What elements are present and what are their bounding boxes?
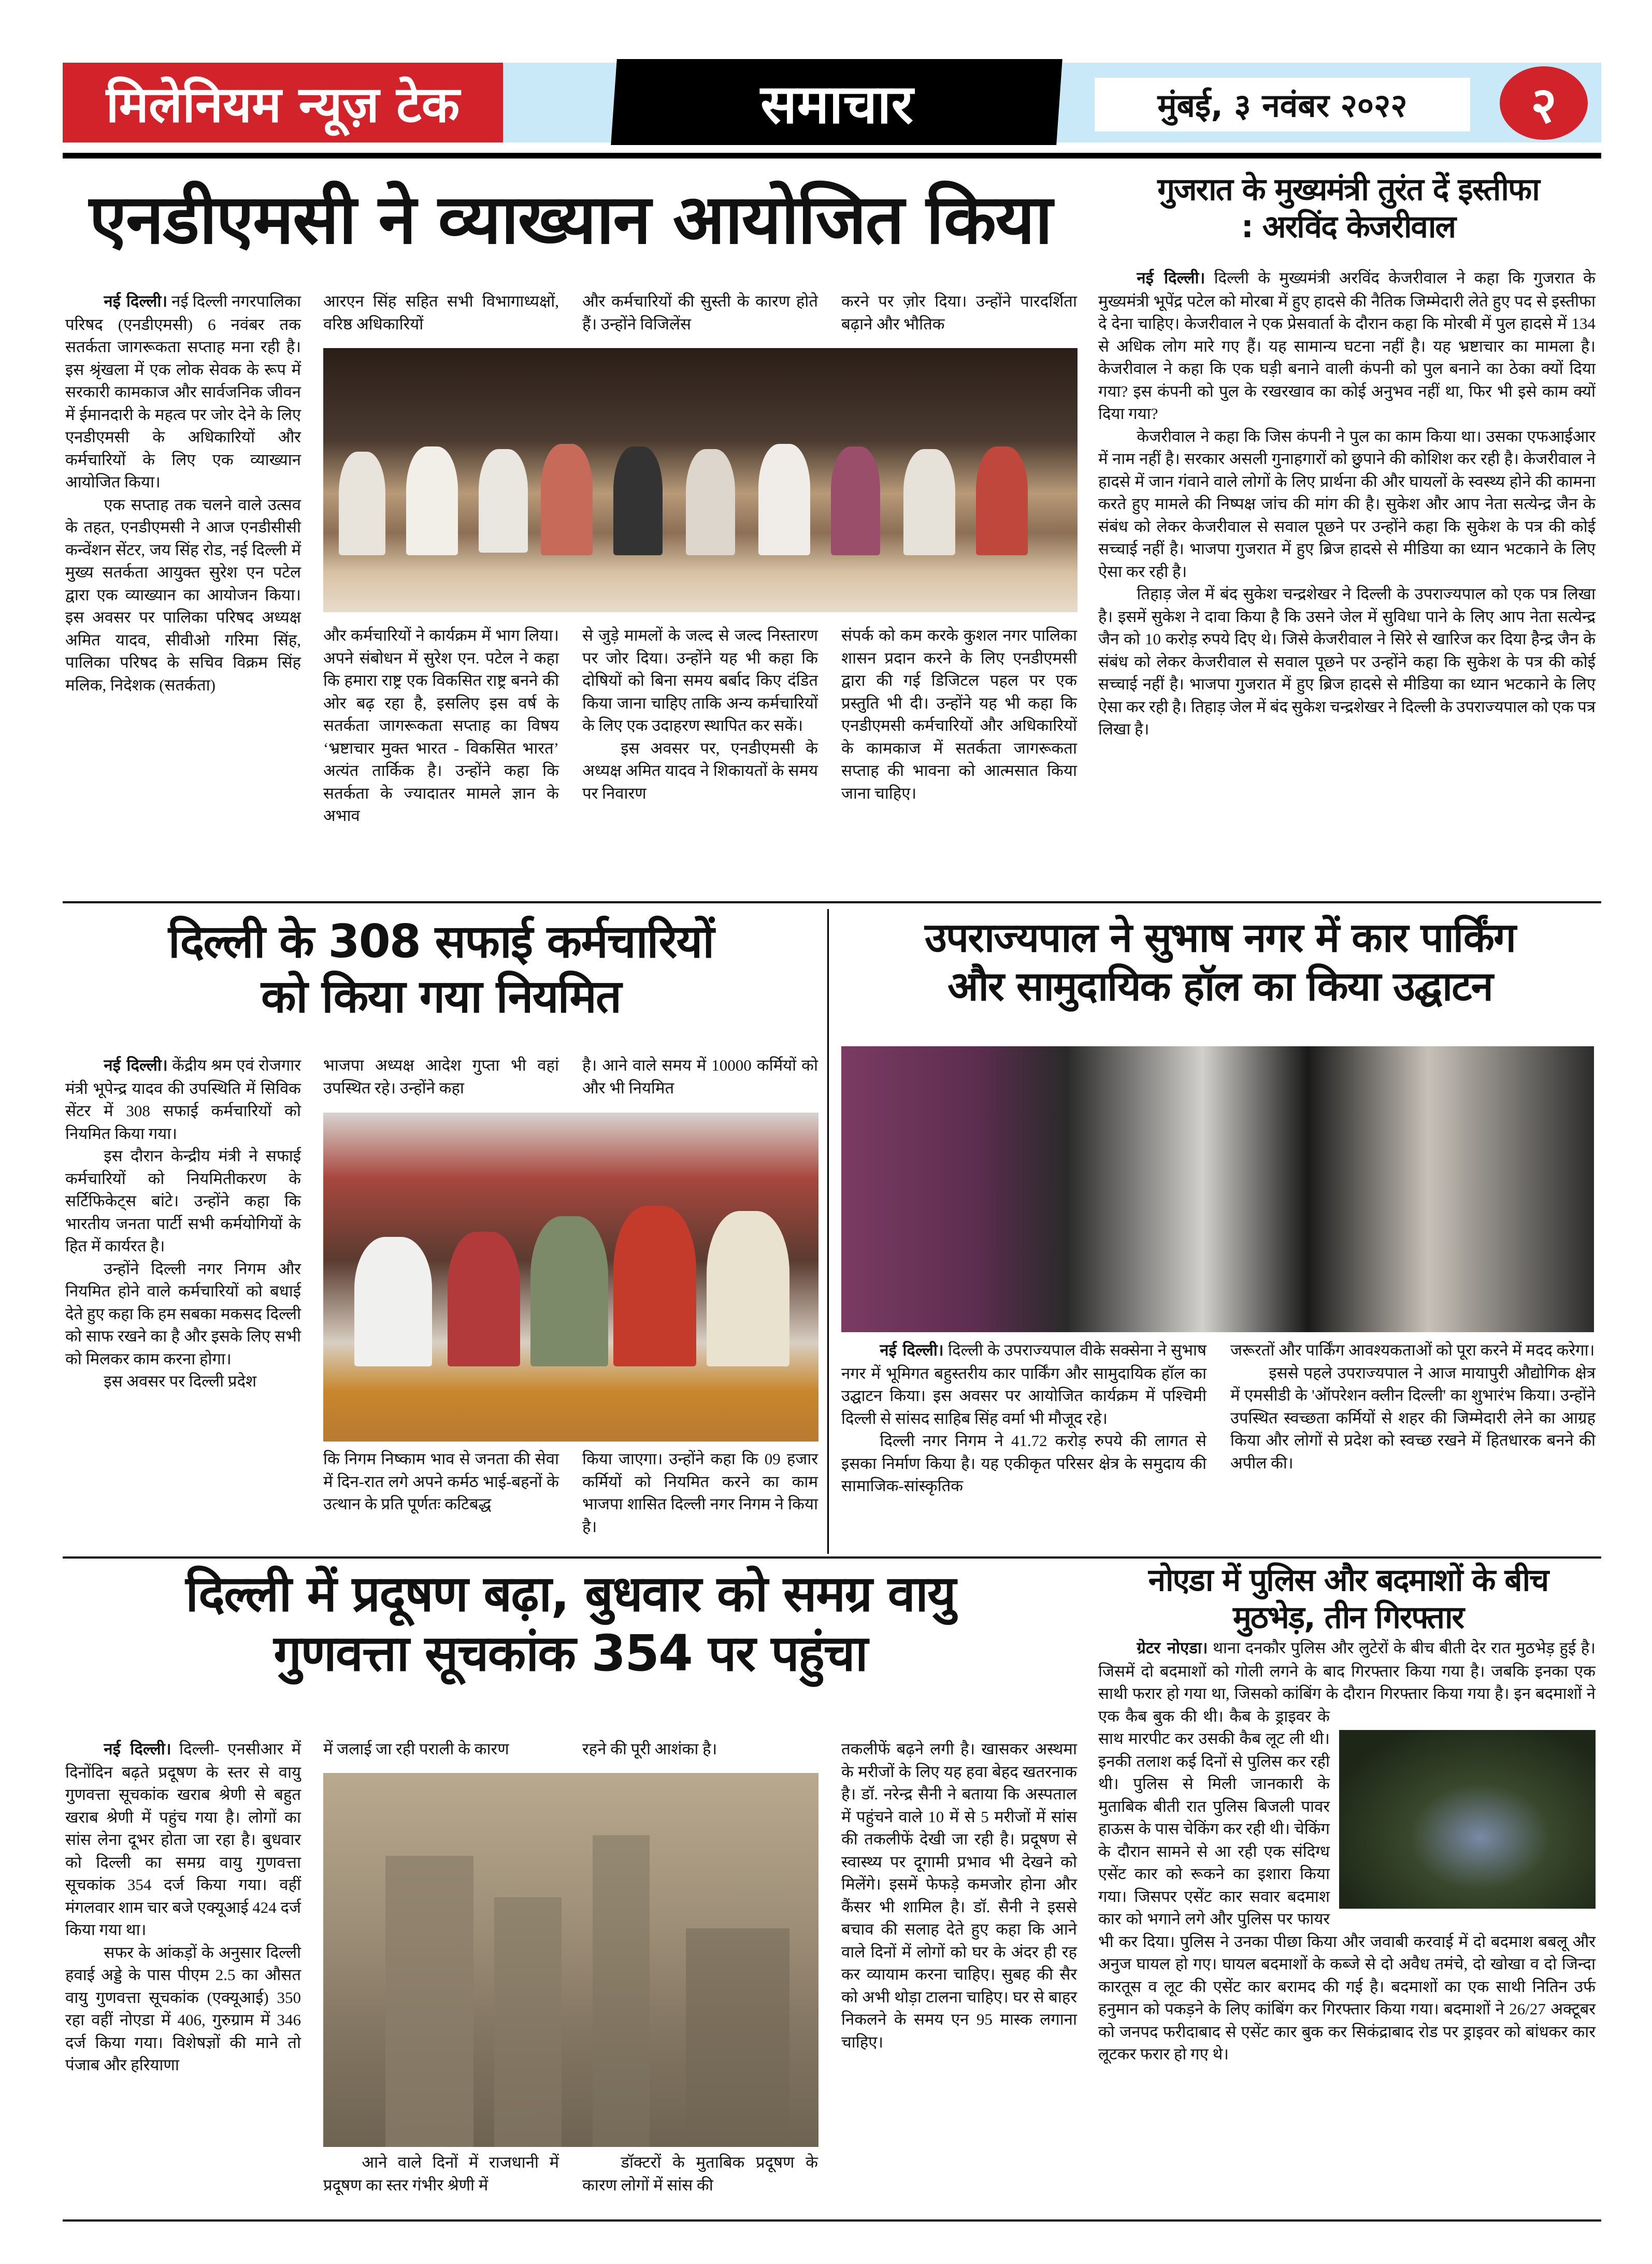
paragraph: उन्होंने दिल्ली नगर निगम और नियमित होने वाले कर्मचारियों को बधाई देते हुए कहा कि हम सबका मकसद दिल्ली को साफ रखने का है और इसके लिए सभी को मिलकर काम करना होगा। <box>65 1259 301 1368</box>
pollution-col-2-top <box>323 1738 559 1761</box>
headline-line: गुणवत्ता सूचकांक 354 पर पहुंचा <box>274 1624 867 1683</box>
headline-noida <box>1096 1562 1601 1636</box>
paragraph: तकलीफें बढ़ने लगी है। खासकर अस्थमा के मरीजों के लिए यह हवा बेहद खतरनाक है। डॉ. नरेन्द्र सैनी ने बताया कि अस्पताल में पहुंचने वाले 10 में से 5 मरीजों में सांस की तकलीफें देखी जा रही है। प्रदूषण से स्वास्थ्य पर दूगामी प्रभाव भी देखने को मिलेंगे। इसमें फेफड़े कमजोर होना और कैंसर भी शामिल है। डॉ. सैनी ने इससे बचाव की सलाह देते हुए कहा कि आने वाले दिनों में लोगों को घर के अंदर ही रह कर व्यायाम करना चाहिए। सुबह की सैर को अभी थोड़ा टालना चाहिए। घर से बाहर निकलने के समय एन 95 मास्क लगाना चाहिए। <box>841 1740 1077 2051</box>
paragraph: केंद्रीय श्रम एवं रोजगार मंत्री भूपेन्द्र यादव की उपस्थिति में सिविक सेंटर में 308 सफाई कर्मचारियों को नियमित किया गया। <box>65 1056 301 1143</box>
masthead-rule <box>63 153 1601 158</box>
lg-col-1 <box>841 1339 1206 1497</box>
ndmc-col-2-top <box>323 290 559 335</box>
paper-logo <box>63 63 503 142</box>
ndmc-col-1 <box>65 290 301 696</box>
headline-line: दिल्ली में प्रदूषण बढ़ा, बुधवार को समग्र वायु <box>185 1565 955 1623</box>
paragraph: दिल्ली नगर निगम ने 41.72 करोड़ रुपये की लागत से इसका निर्माण किया है। यह एकीकृत परिसर क्षेत्र के समुदाय की सामाजिक-सांस्कृतिक <box>841 1432 1206 1495</box>
headline-line: गुजरात के मुख्यमंत्री तुरंत दें इस्तीफा <box>1157 171 1539 208</box>
section-label-box <box>611 59 1062 145</box>
paragraph: और कर्मचारियों की सुस्ती के कारण होते हैं। उन्होंने विजिलेंस <box>582 292 818 333</box>
safai-col-3-top <box>582 1054 818 1099</box>
safai-col-3-bottom <box>582 1448 818 1538</box>
headline-line: उपराज्यपाल ने सुभाष नगर में कार पार्किंग <box>925 915 1515 961</box>
paragraph: करने पर ज़ोर दिया। उन्होंने पारदर्शिता बढ़ाने और भौतिक <box>841 292 1077 333</box>
headline-pollution <box>65 1564 1075 1683</box>
ndmc-col-4-top <box>841 290 1077 335</box>
dateline: नई दिल्ली। <box>880 1341 944 1360</box>
ndmc-col-2-bottom <box>323 624 559 827</box>
paragraph: इस अवसर पर, एनडीएमसी के अध्यक्ष अमित यादव ने शिकायतों के समय पर निवारण <box>582 739 818 802</box>
paragraph: जरूरतों और पार्किंग आवश्यकताओं को पूरा करने में मदद करेगा। <box>1230 1341 1595 1359</box>
safai-col-2-bottom <box>323 1448 559 1516</box>
encounter-photo <box>1339 1730 1596 1909</box>
paragraph: से जुड़े मामलों के जल्द से जल्द निस्तारण पर जोर दिया। उन्होंने यह भी कहा कि दोषियों को बिना समय बर्बाद किए दंडित किया जाना चाहिए ताकि अन्य कर्मचारियों के लिए एक उदाहरण स्थापित कर सकें। <box>582 626 818 734</box>
paragraph: इससे पहले उपराज्यपाल ने आज मायापुरी औद्योगिक क्षेत्र में एमसीडी के 'ऑपरेशन क्लीन दिल्ली' का शुभारंभ किया। उन्होंने उपस्थित स्वच्छता कर्मियों से शहर की जिम्मेदारी लेने का आग्रह किया और लोगों से प्रदेश को स्वच्छ रखने में हितधारक बनने की अपील की। <box>1230 1363 1596 1472</box>
ndmc-col-3-bottom <box>582 624 818 804</box>
ndmc-event-photo <box>323 348 1078 612</box>
paragraph: तिहाड़ जेल में बंद सुकेश चन्द्रशेखर ने दिल्ली के उपराज्यपाल को एक पत्र लिखा है। इसमें सुकेश ने दावा किया है कि उसने जेल में सुविधा पाने के लिए आप नेता सत्येन्द्र जैन को 10 करोड़ रुपये दिए थे। जिसे केजरीवाल ने सिरे से खारिज कर दिया हैेन्द्र जैन के संबंध को लेकर केजरीवाल से सवाल पूछने पर उन्होंने कहा कि सुकेश के पत्र की कोई सच्चाई नहीं है। भाजपा गुजरात में हुए ब्रिज हादसे से मीडिया का ध्यान भटकाने के लिए ऐसा कर रही है। तिहाड़ जेल में बंद सुकेश चन्द्रशेखर ने दिल्ली के उपराज्यपाल को एक पत्र लिखा है। <box>1098 585 1596 738</box>
headline-line: और सामुदायिक हॉल का किया उद्घाटन <box>947 963 1492 1010</box>
paragraph: है। आने वाले समय में 10000 कर्मियों को और भी नियमित <box>582 1056 818 1097</box>
pollution-col-3-bottom <box>582 2151 818 2196</box>
paragraph: भाजपा अध्यक्ष आदेश गुप्ता भी वहां उपस्थित रहे। उन्होंने कहा <box>323 1056 559 1097</box>
paragraph: रहने की पूरी आशंका है। <box>582 1740 717 1758</box>
headline-line: नोएडा में पुलिस और बदमाशों के बीच <box>1148 1562 1548 1598</box>
headline-line: को किया गया नियमित <box>261 969 621 1023</box>
paragraph: में जलाई जा रही पराली के कारण <box>323 1740 509 1758</box>
bottom-rule <box>63 2219 1601 2222</box>
smog-city-photo <box>323 1773 818 2147</box>
paragraph: और कर्मचारियों ने कार्यक्रम में भाग लिया। अपने संबोधन में सुरेश एन. पटेल ने कहा कि हमारा राष्ट्र एक विकसित राष्ट्र बनने की ओर बढ़ रहा है, इसलिए इस वर्ष के सतर्कता जागरूकता सप्ताह का विषय ‘भ्रष्टाचार मुक्त भारत - विकसित भारत’ अत्यंत तार्किक है। उन्होंने कहा कि सतर्कता के ज्यादातर मामले ज्ञान के अभाव <box>323 626 559 825</box>
paragraph: दिल्ली के उपराज्यपाल वीके सक्सेना ने सुभाष नगर में भूमिगत बहुस्तरीय कार पार्किंग और सामुदायिक हॉल का उद्घाटन किया। इस अवसर पर आयोजित कार्यक्रम में पश्चिमी दिल्ली से सांसद साहिब सिंह वर्मा भी मौजूद रहे। <box>841 1341 1207 1427</box>
page-number: २ <box>1531 76 1557 134</box>
headline-lg <box>839 914 1601 1011</box>
dateline: नई दिल्ली। <box>104 1740 171 1758</box>
paragraph: केजरीवाल ने कहा कि जिस कंपनी ने पुल का काम किया था। उसका एफआईआर में नाम नहीं है। सरकार असली गुनाहगारों को छुपाने की कोशिश कर रही है। केजरीवाल ने हादसे में जान गंवाने वाले लोगों के लिए प्रार्थना की और घायलों के स्वस्थ्य होने की कामना करते हुए मामले की निष्पक्ष जांच की मांग की है। सुकेश और आप नेता सत्येन्द्र जैन के संबंध को लेकर केजरीवाल से सवाल पूछने पर उन्होंने कहा कि सुकेश के पत्र की कोई सच्चाई नहीं है। भाजपा गुजरात में हुए ब्रिज हादसे से मीडिया का ध्यान भटकाने के लिए ऐसा कर रही है। <box>1098 427 1596 581</box>
pollution-col-1 <box>65 1738 301 2076</box>
safai-event-photo <box>323 1113 818 1441</box>
paragraph: डॉक्टरों के मुताबिक प्रदूषण के कारण लोगों में सांस की <box>582 2153 818 2194</box>
lg-col-2 <box>1230 1339 1596 1474</box>
headline-line: दिल्ली के 308 सफाई कर्मचारियों <box>168 915 714 968</box>
paragraph: किया जाएगा। उन्होंने कहा कि 09 हजार कर्मियों को नियमित करने का काम भाजपा शासित दिल्ली नगर निगम ने किया है। <box>582 1450 818 1536</box>
safai-col-2-top <box>323 1054 559 1099</box>
dateline: नई दिल्ली। <box>104 292 168 311</box>
ndmc-col-4-bottom <box>841 624 1077 804</box>
section-rule <box>63 901 1601 903</box>
paragraph: संपर्क को कम करके कुशल नगर पालिका शासन प्रदान करने के लिए एनडीएमसी द्वारा की गई डिजिटल पहल पर एक प्रस्तुति भी दी। उन्होंने यह भी कहा कि एनडीएमसी कर्मचारियों और अधिकारियों के कामकाज में सतर्कता जागरूकता सप्ताह की भावना को आत्मसात किया जाना चाहिए। <box>841 626 1077 802</box>
headline-line: : अरविंद केजरीवाल <box>1241 209 1456 245</box>
dateline: नई दिल्ली। <box>104 1056 168 1075</box>
paragraph: एक सप्ताह तक चलने वाले उत्सव के तहत, एनडीएमसी ने आज एनडीसीसी कन्वेंशन सेंटर, जय सिंह रोड, नई दिल्ली में मुख्य सतर्कता आयुक्त सुरेश एन पटेल द्वारा एक व्याख्यान का आयोजन किया। इस अवसर पर पालिका परिषद अध्यक्ष अमित यादव, सीवीओ गरिमा सिंह, पालिका परिषद के सचिव विक्रम सिंह मलिक, निदेशक (सतर्कता) <box>65 495 301 694</box>
paragraph: कि निगम निष्काम भाव से जनता की सेवा में दिन-रात लगे अपने कर्मठ भाई-बहनों के उत्थान के प्रति पूर्णतः कटिबद्ध <box>323 1450 559 1513</box>
headline-ndmc: एनडीएमसी ने व्याख्यान आयोजित किया <box>89 180 1052 259</box>
dateline: नई दिल्ली। <box>1137 269 1205 287</box>
pollution-col-3-top <box>582 1738 818 1761</box>
noida-body <box>1098 1637 1596 2066</box>
paragraph: आने वाले दिनों में राजधानी में प्रदूषण का स्तर गंभीर श्रेणी में <box>323 2153 559 2194</box>
paragraph: इस अवसर पर दिल्ली प्रदेश <box>104 1372 257 1390</box>
page-number-badge <box>1500 66 1588 140</box>
ndmc-col-3-top <box>582 290 818 335</box>
column-divider <box>827 909 829 1554</box>
headline-kejriwal <box>1096 171 1601 246</box>
section-label: समाचार <box>760 72 913 136</box>
paragraph: इस दौरान केन्द्रीय मंत्री ने सफाई कर्मचारियों को नियमितीकरण के सर्टिफिकेट्स बांटे। उन्होंने कहा कि भारतीय जनता पार्टी सभी कर्मयोगियों के हित में कार्यरत है। <box>65 1147 301 1255</box>
issue-date: मुंबई, ३ नवंबर २०२२ <box>1157 86 1407 124</box>
paragraph: सफर के आंकड़ों के अनुसार दिल्ली हवाई अड्डे के पास पीएम 2.5 का औसत वायु गुणवत्ता सूचकांक (एक्यूआई) 350 रहा वहीं नोएडा में 406, गुरुग्राम में 346 दर्ज किया गया। विशेषज्ञों की माने तो पंजाब और हरियाणा <box>65 1943 301 2074</box>
paragraph: आरएन सिंह सहित सभी विभागाध्यक्षों, वरिष्ठ अधिकारियों <box>323 292 559 333</box>
pollution-col-4 <box>841 1738 1077 2053</box>
kejriwal-body <box>1098 267 1596 741</box>
dateline-box <box>1095 78 1470 132</box>
headline-safai <box>65 914 816 1023</box>
headline-line: मुठभेड़, तीन गिरफ्तार <box>1232 1599 1464 1636</box>
paragraph: थाना दनकौर पुलिस और लुटेरों के बीच बीती देर रात मुठभेड़ हुई है। जिसमें दो बदमाशों को गोली लगने के बाद गिरफ्तार किया गया है। जबकि इनका एक साथी फरार हो गया था, जिसको कांबिंग के दौरान गिरफ्तार किया गया है। इन बदमाशों ने एक कैब बुक की थी। कैब के ड्राइवर के साथ मारपीट कर उसकी कैब लूट ली थी। इनकी तलाश कई दिनों से पुलिस कर रही थी। पुलिस से मिली जानकारी के मुताबिक बीती रात पुलिस बिजली पावर हाऊस के पास चेकिंग कर रही थी। चेकिंग के दौरान सामने से आ रही एक संदिग्ध एसेंट कार को रूकने का इशारा किया गया। जिसपर एसेंट कार सवार बदमाश कार को भगाने लगे और पुलिस पर फायर भी कर दिया। पुलिस ने उनका पीछा किया और जवाबी करवाई में दो बदमाश बबलू और अनुज घायल हो गए। घायल बदमाशों के कब्जे से दो अवैध तमंचे, दो खोखा व दो जिन्दा कारतूस व लूट की एसेंट कार बरामद की गई है। बदमाशों का एक साथी नितिन उर्फ हनुमान को पकड़ने के लिए कांबिंग कर गिरफ्तार किया गया। बदमाशों ने 26/27 अक्टूबर को जनपद फरीदाबाद से एसेंट कार बुक कर सिकंद्राबाद रोड पर ड्राइवर को बांधकर कार लूटकर फरार हो गए थे। <box>1098 1639 1596 2063</box>
safai-col-1 <box>65 1054 301 1393</box>
paragraph: दिल्ली- एनसीआर में दिनोंदिन बढ़ते प्रदूषण के स्तर से वायु गुणवत्ता सूचकांक खराब श्रेणी से बहुत खराब श्रेणी में पहुंच गया है। लोगों का सांस लेना दूभर होता जा रहा है। बुधवार को दिल्ली का समग्र वायु गुणवत्ता सूचकांक 354 दर्ज किया गया। वहीं मंगलवार शाम चार बजे एक्यूआई 424 दर्ज किया गया था। <box>65 1740 301 1939</box>
paper-name: मिलेनियम न्यूज़ टेक <box>106 75 460 134</box>
paragraph: नई दिल्ली नगरपालिका परिषद (एनडीएमसी) 6 नवंबर तक सतर्कता जागरूकता सप्ताह मना रही है। इस श्रृंखला में एक लोक सेवक के रूप में सरकारी कामकाज और सार्वजनिक जीवन में ईमानदारी के महत्व पर जोर देने के लिए एनडीएमसी के अधिकारियों और कर्मचारियों के लिए एक व्याख्यान आयोजित किया। <box>65 292 301 491</box>
paragraph: दिल्ली के मुख्यमंत्री अरविंद केजरीवाल ने कहा कि गुजरात के मुख्यमंत्री भूपेंद्र पटेल को मोरबा में हुए हादसे की नैतिक जिम्मेदारी लेते हुए पद से इस्तीफा दे देना चाहिए। केजरीवाल ने एक प्रेसवार्ता के दौरान कहा कि मोरबी में पुल हादसे में 134 से अधिक लोग मारे गए हैं। यह सामान्य घटना नहीं है। यह भ्रष्टाचार का मामला है। केजरीवाल ने कहा कि एक घड़ी बनाने वाली कंपनी को पुल बनाने का ठेका क्यों दिया गया? इस कंपनी को पुल के रखरखाव का कोई अनुभव नहीं था, फिर भी इसे काम क्यों दिया गया? <box>1098 269 1596 423</box>
pollution-col-2-bottom <box>323 2151 559 2196</box>
lg-inauguration-photo <box>841 1046 1594 1332</box>
dateline: ग्रेटर नोएडा। <box>1137 1639 1208 1657</box>
section-rule <box>63 1556 1601 1559</box>
